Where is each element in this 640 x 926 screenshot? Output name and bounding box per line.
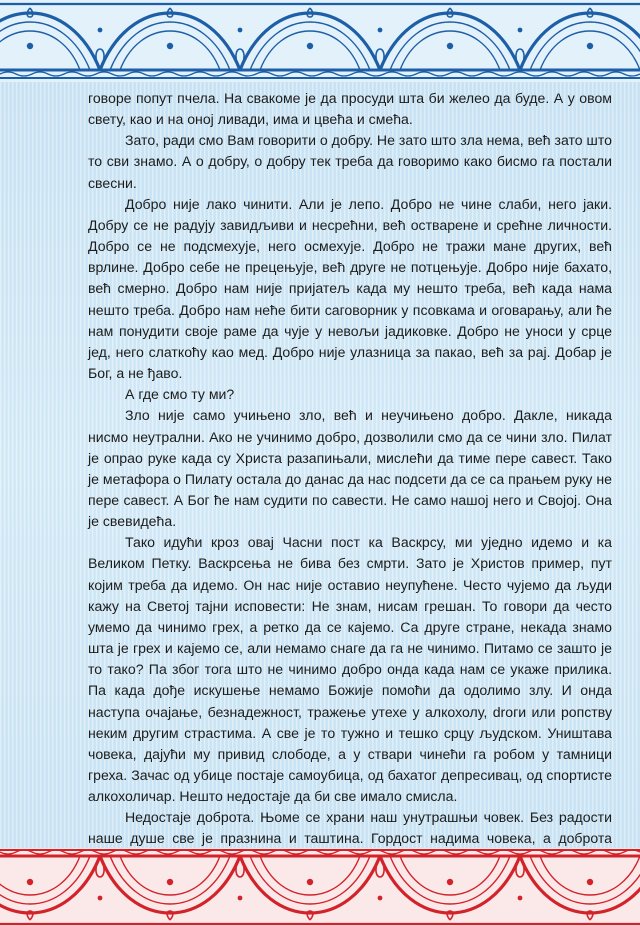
paragraph-4-question: А где смо ту ми?: [125, 386, 235, 403]
paragraph-2: Зато, ради смо Вам говорити о добру. Не зато што зла нема, већ зато што то сви знамо. А о добру, о добру тек треба да говоримо како бисмо га постали свесни.: [88, 132, 612, 191]
article-body: [88, 88, 612, 871]
paragraph-5: Зло није само учињено зло, већ и неучињено добро. Дакле, никада нисмо неутрални. Ако не учинимо добро, дозволили смо да се чини зло. Пилат је опрао руке када су Христа разапињали, мислећи да тиме пере савест. Тако је метафора о Пилату остала до данас да нас подсети да се са прањем руку не пере савест. А Бог ће нам судити по савести. Не само нашој него и Својој. Она је свевидећа.: [88, 407, 612, 530]
paragraph-1: говоре попут пчела. На свакоме је да просуди шта би желео да буде. А у овом свету, као и на оној ливади, има и цвећа и смећа.: [88, 90, 612, 128]
paragraph-7: Недостаје доброта. Њоме се храни наш унутрашњи човек. Без радости наше душе све је празнина и таштина. Гордост надима човека, а доброта: [88, 809, 612, 847]
top-ornamental-border: [0, 0, 640, 82]
bottom-ornamental-border: [0, 848, 640, 926]
paragraph-3: Добро није лако чинити. Али је лепо. Добро не чине слаби, него јаки. Добру се не радују завидљиви и несрећни, већ остварене и срећне личности. Добро се не подсмехује, него осмехује. Добро не тражи мане других, већ врлине. Добро себе не прецењује, већ друге не потцењује. Добро није бахато, већ смерно. Добро нам није пријатељ када му нешто треба, већ када нама нешто треба. Добро нам неће бити саговорник у псовкама и оговарању, али ће нам понудити своје раме да чује у невољи јадиковке. Добро не уноси у срце јед, него слаткоћу као мед. Добро није улазница за пакао, већ за рај. Добар је Бог, а не ђаво.: [88, 195, 612, 382]
paragraph-6: Тако идући кроз овај Часни пост ка Васкрсу, ми уједно идемо и ка Великом Петку. Васкрсења не бива без смрти. Зато је Христов пример, пут којим треба да идемо. Он нас није оставио неупућене. Често чујемо да људи кажу на Светој тајни исповести: Не знам, нисам грешан. То говори да често умемо да чинимо грех, а ретко да се кајемо. Са друге стране, некада знамо шта је грех и кајемо се, али немамо снаге да га не чинимо. Питамо се зашто је то тако? Па због тога што не чинимо добро онда када нам се укаже прилика. Па када дође искушење немамо Божије помоћи да одолимо злу. И онда наступа очајање, безнадежност, тражење утехе у алкохолу, droги или ропству неким другим страстима. А све је то тужно и тешко срцу људском. Уништава човека, дајући му привид слободе, а у ствари чинећи га робом у тамници греха. Зачас од убице постаје самоубица, од бахатог депресивац, од спортисте алкохоличар. Нешто недостаје да би све имало смисла.: [88, 534, 612, 805]
